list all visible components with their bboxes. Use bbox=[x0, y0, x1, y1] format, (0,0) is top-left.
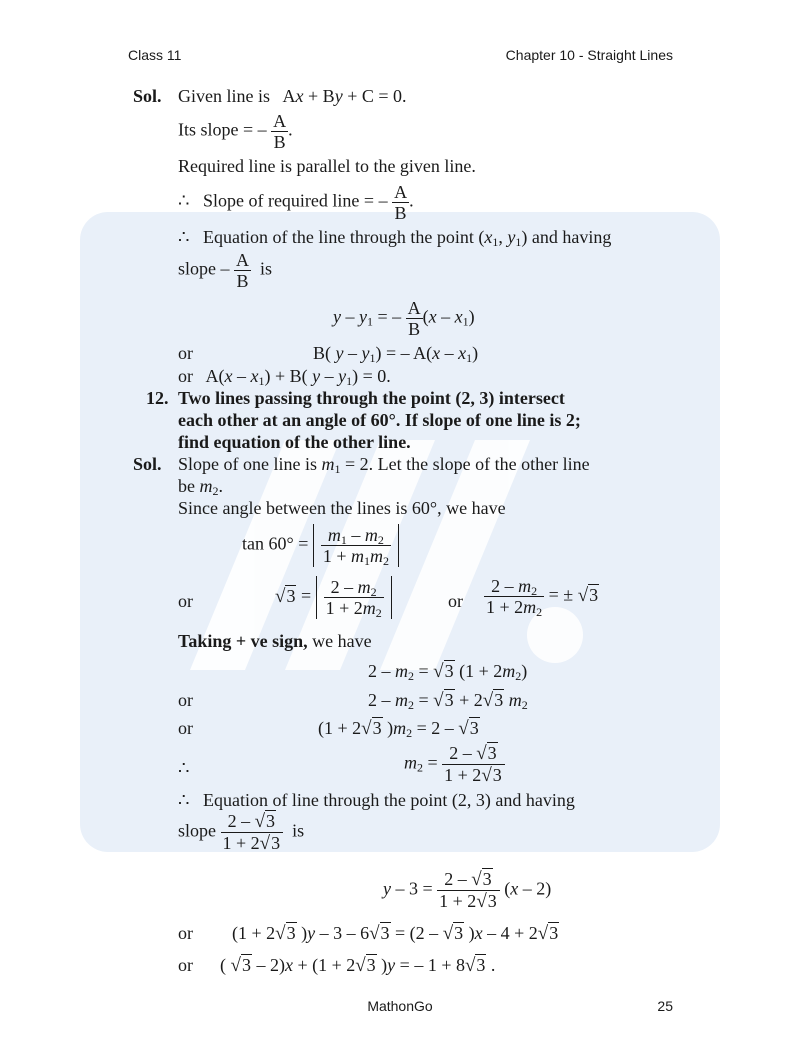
question-line-2: each other at an angle of 60°. If slope of one line is 2; bbox=[178, 410, 581, 430]
sol-label: Sol. bbox=[133, 454, 162, 474]
slope-required-line: ∴ Slope of required line = – $\frac{A}{B}$ . bbox=[178, 182, 414, 223]
step-positive-1: $2 - m_2 = √3$ $(1 + 2m_2)$ bbox=[368, 661, 528, 683]
given-line-text: Given line is Ax + By + C = 0. bbox=[178, 86, 407, 106]
equation-through-point-2: ∴ Equation of line through the point (2, 3) and having bbox=[178, 790, 575, 810]
or-label: or bbox=[178, 955, 193, 975]
or-label: or bbox=[448, 591, 463, 611]
equation-step-3: or $A(x - x_1) + B$( $y - y_1) = 0$. bbox=[178, 366, 391, 388]
angle-statement: Since angle between the lines is 60°, we have bbox=[178, 498, 506, 518]
equation-through-point: ∴ Equation of the line through the point ($x_1$, $y_1$) and having bbox=[178, 227, 612, 249]
question-line-3: find equation of the other line. bbox=[178, 432, 411, 452]
slope-one-line: Slope of one line is $m_1 = 2$. Let the slope of the other line bbox=[178, 454, 590, 476]
footer-brand: MathonGo bbox=[367, 998, 433, 1014]
slope-value-line: slope $\frac{2 - √3}{1 + 2√3}$ is bbox=[178, 811, 305, 854]
question-line-1: Two lines passing through the point (2, 3) intersect bbox=[178, 388, 565, 408]
or-label: or bbox=[178, 690, 193, 710]
final-equation-2: (1 + 2√3 )y – 3 – 6√3 = (2 – √3 )x – 4 + 2√3 bbox=[232, 923, 559, 944]
slope-other-line: be $m_2$. bbox=[178, 476, 223, 498]
step-positive-2: $2 - m_2 = √3 + 2√3$ $m_2$ bbox=[368, 690, 528, 712]
or-label: or bbox=[178, 718, 193, 738]
or-label: or bbox=[178, 343, 193, 363]
m2-value: $m_2$ = $\frac{2 - √3}{1 + 2√3}$ bbox=[404, 743, 505, 786]
equation-step-2: B( y – $y_1$) = – $A(x - x_1)$ bbox=[313, 343, 479, 365]
taking-positive-sign: Taking + ve sign, we have bbox=[178, 631, 372, 651]
step-positive-3: (1 + 2√3 )$m_2 = 2 - √3$ bbox=[318, 718, 479, 740]
or-label: or bbox=[178, 923, 193, 943]
question-number: 12. bbox=[146, 388, 169, 408]
final-equation-3: ( √3 – 2)x + (1 + 2√3 )y = – 1 + 8√3 . bbox=[220, 955, 496, 976]
therefore-symbol: ∴ bbox=[178, 758, 190, 778]
slope-minus-ab: slope – $\frac{A}{B}$ is bbox=[178, 250, 273, 291]
header-chapter: Chapter 10 - Straight Lines bbox=[505, 47, 673, 63]
sol-label: Sol. bbox=[133, 86, 162, 106]
its-slope-line: Its slope = – $\frac{A}{B}$ . bbox=[178, 111, 293, 152]
or-label: or bbox=[178, 591, 193, 611]
plus-minus-root3: $\frac{2 - m_2}{1 + 2m_2}$ = ± √3 bbox=[486, 576, 599, 619]
final-equation-1: y – 3 = $\frac{2 - √3}{1 + 2√3}$ (x – 2) bbox=[383, 869, 552, 912]
header-class: Class 11 bbox=[128, 47, 182, 63]
root3-abs-equation: √3 = $\frac{2 - m_2}{1 + 2m_2}$ bbox=[275, 576, 392, 619]
point-slope-equation: y – $y_1$ = – $\frac{A}{B}$ $(x - x_1)$ bbox=[333, 298, 475, 339]
page-number: 25 bbox=[657, 998, 673, 1014]
parallel-statement: Required line is parallel to the given line. bbox=[178, 156, 476, 176]
tan60-formula: tan 60° = $\frac{m_1 - m_2}{1 + m_1m_2}$ bbox=[242, 524, 399, 567]
